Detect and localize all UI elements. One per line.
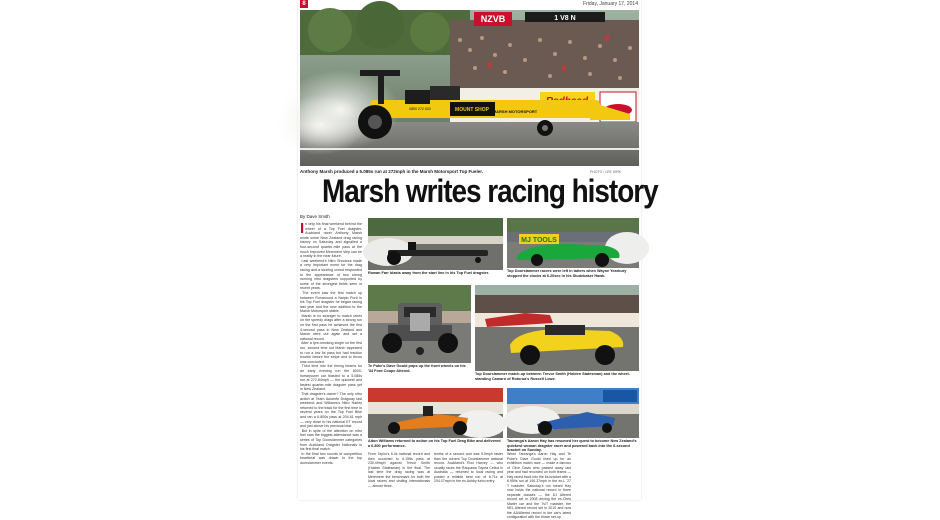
story-paragraph: That dragster's owner? The only nitro action at Team Autoinfo Dragway last weekend and Williams's Nitro Harley returned to the track for the first time in several years on the Top Fuel Bike and ran a 6.800s pass at 204.81 mph — very close to his national ET record and just above his previous best. [300, 391, 362, 429]
byline: By Dave Smith [300, 214, 330, 219]
photo-doorslammer-green-caption [507, 269, 639, 281]
photo-drag-bike [368, 388, 503, 438]
hero-credit: PHOTO / LEE KIRK [589, 170, 621, 174]
story-paragraph: Marsh is no stranger to match races on the speedy drags after a strong run on the first pass he achieved the first 4-second pass in New Zealand and Marsh went out again and set a national record. [300, 313, 363, 341]
photo-altered-caption [507, 439, 639, 451]
story-paragraph: n only his final weekend behind the wheel of a Top Fuel dragster, Auckland racer Anthony Marsh wrote some New Zealand drag racing history on Saturday and signalled a four-second quarter-mile pass at the much improved Meremere strip can be a reality in the near future. [300, 222, 362, 259]
hero-sign-left: NZVB [480, 14, 506, 24]
story-paragraph: In the final two rounds of competition heartbeat was drawn to the top doorslammer events. [300, 451, 362, 465]
photo-drag-bike-caption [368, 439, 503, 449]
photo-doorslammer-green [507, 218, 639, 268]
bottom-column-2: tenths of a second and was 5.5mph faster than the current Top Doorslammer national record. Auckland's Rod Harvey — who usually races the Raupawa Toyota Celica in Australia — returned to local racing and posted a reliable best run of 6.71s at 204.07mph in the ex-Ashby turbo entry. [434, 452, 503, 483]
photo-caption-text: Rowan Farr blasts away from the start line in his Top Fuel dragster. [368, 271, 490, 275]
photo-altered [507, 388, 639, 438]
photo-caption-text: Top Doorslammer racers were left in tatters when Wayne Yearbury stopped the clocks at 6.20sec in his Studebaker Hawk. [507, 269, 627, 278]
photo-caption-text: Te Puke's Dave Gould pops up the front wheels on his '34 Ford Coupe Altered. [368, 364, 466, 373]
hero-sign-mid: 1 V8 N [554, 15, 576, 22]
story-paragraph: But in spite of the attention on nitro fuel cars the biggest attendance was a series of Top Doorslammer categories from Auckland Dragster Nationals in his first final match. [300, 428, 362, 452]
photo-caption-text: Aiton Williams returned to action on his Top Fuel Drag Bike and delivered a 6.800 performance. [368, 439, 501, 448]
newspaper-page [298, 0, 658, 519]
bottom-column-3: When Tauranga's Aaron Hay and Te Puke's Dave Gould lined up for an exhibition match race — made a famous of Clive Davis who passed away last year and had recorded on both teams — Hay raced back into the 6s bracket with a 6.959s run at 190.37mph in the ex-L '27 T roadster. Saturday's run meant Hay now holds the national record in three separate classes — the DJ Altered record set in 2008 driving the ex-Chris Marler car and the 7s/T roadster, the NEL Altered record set in 2010 and now the AA/Altered record in the car's latest configuration with the blown set-up. [507, 452, 572, 519]
photo-top-fuel-start [368, 218, 503, 270]
bottom-column-4 [575, 452, 639, 500]
story-column [300, 222, 362, 500]
photo-holden-camaro [475, 285, 639, 371]
page-number: 8 [300, 0, 308, 8]
photo-holden-camaro-caption [475, 372, 639, 384]
hero-sponsor-2: MARSH MOTORSPORT [492, 109, 538, 114]
headline: Marsh writes racing history [322, 173, 658, 209]
page-date: Friday, January 17, 2014 [583, 1, 638, 7]
story-paragraph: Last weekend's Nitro Shootout made a very important event for the drag racing and a sizzling crowd responded to the appearance of two strong running nitro dragsters supported by some of the strongest fields seen in recent years. [300, 258, 363, 291]
story-paragraph: After a tyre-smoking single on the first run, second time out Marsh appeared to run a low 5s pass but had traction trouble before the stripe and to throw was concluded. [300, 341, 363, 364]
photo-caption-text: Top Doorslammer match-up between Trevor Smith (Holden Statesman) and the wheel-standing Camaro of Rotorua's Russell Lowe. [475, 372, 630, 381]
story-paragraph: Third time into the timing beams for an early evening run the 8000-horsepower car blasted to a 5.085s run at 272.84mph — the quickest and fastest quarter-mile dragster pass yet in New Zealand. [300, 364, 363, 392]
hero-phone: 0800 272 633 [409, 107, 431, 111]
hero-caption-text: Anthony Marsh produced a 5.085s run at 272mph in the Marsh Motorsport Top Fueler. [300, 169, 483, 174]
bottom-column-1: From Taylor's 6.4s national record and then scorched to 6.155s pass at 230.49mph against Trevor Smith (Holden Statesman) in the final. The last time the drag racing was at Meremere the benchmark for both the local racers and visiting internationals — almost three. [368, 452, 430, 488]
hero-photo [300, 10, 639, 166]
photo-ford-coupe [368, 285, 471, 363]
photo-sign: MJ TOOLS [521, 237, 557, 244]
photo-caption-text: Tauranga's Aaron Hay has resumed her quest to become New Zealand's quickest woman dragster racer and powered back into the 6-second bracket on Sunday. [507, 439, 637, 453]
story-paragraph: The event saw the first match up between Runaround a Naipio Porti in his Top Fuel dragster he began racing last year and the new addition to the Marsh Motorsport stable. [300, 290, 362, 314]
hero-sponsor: MOUNT SHOP [455, 107, 489, 113]
photo-top-fuel-start-caption [368, 271, 503, 281]
page-header [298, 0, 641, 9]
drop-cap: I [300, 220, 305, 237]
photo-ford-coupe-caption [368, 364, 471, 382]
